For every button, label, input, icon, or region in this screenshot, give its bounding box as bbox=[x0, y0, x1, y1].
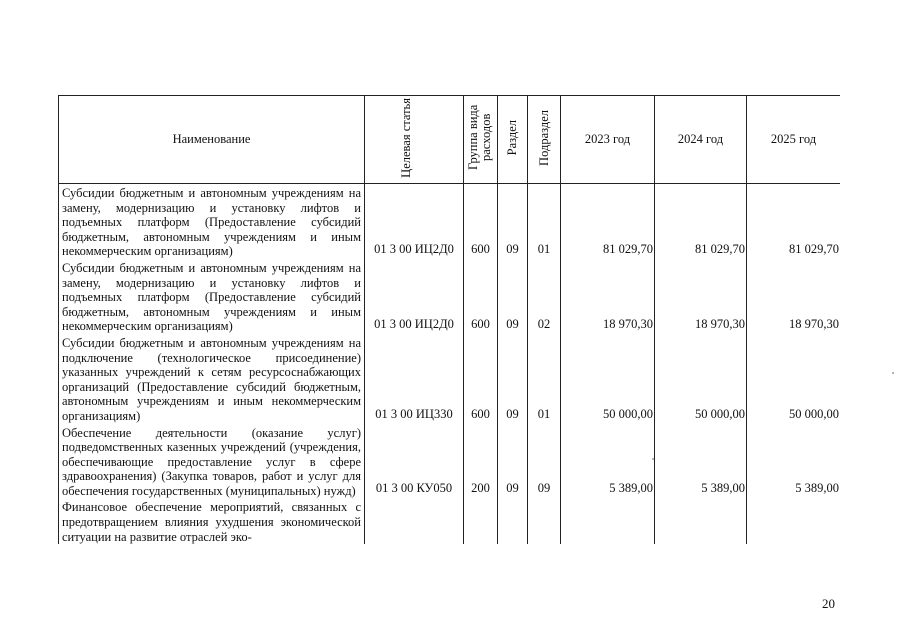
table-row bbox=[59, 498, 841, 544]
row-amount-2023: 50 000,00 bbox=[561, 334, 655, 424]
row-name: Субсидии бюджетным и автономным учреждениям на замену, модернизацию и установку лифтов и подъемных платформ (Предоставление субсидий бюджетным, автономным учреждениям и иным некоммерческим организациям) bbox=[59, 259, 365, 334]
budget-table bbox=[58, 95, 840, 544]
row-amount-2023: 5 389,00 bbox=[561, 424, 655, 499]
table-row bbox=[59, 259, 841, 334]
row-target-article: 01 3 00 ИЦ330 bbox=[365, 334, 464, 424]
row-target-article: 01 3 00 КУ050 bbox=[365, 424, 464, 499]
row-amount-2023: 18 970,30 bbox=[561, 259, 655, 334]
row-name: Субсидии бюджетным и автономным учреждениям на подключение (технологическое присоединение) указанных учреждений к сетям ресурсоснабжающих организаций (Предоставление субсидий бюджетным, автономным учреждениям и иным некоммерческим организациям) bbox=[59, 334, 365, 424]
row-amount-2025: 81 029,70 bbox=[747, 184, 841, 259]
row-expense-group: 600 bbox=[464, 184, 498, 259]
header-2024: 2024 год bbox=[655, 96, 747, 184]
row-amount-2025: 50 000,00 bbox=[747, 334, 841, 424]
row-section: 09 bbox=[498, 259, 528, 334]
header-subsection: Подраздел bbox=[536, 109, 551, 166]
row-name: Финансовое обеспечение мероприятий, связанных с предотвращением влияния ухудшения экономической ситуации на развитие отраслей эко- bbox=[59, 498, 365, 544]
row-name: Обеспечение деятельности (оказание услуг) подведомственных казенных учреждений (учреждения, обеспечивающие предоставление услуг в сфере здравоохранения) (Закупка товаров, работ и услуг для обеспечения государственных (муниципальных) нужд) bbox=[59, 424, 365, 499]
row-amount-2023: 81 029,70 bbox=[561, 184, 655, 259]
row-expense-group: 200 bbox=[464, 424, 498, 499]
header-section-cell bbox=[498, 96, 528, 184]
row-section: 09 bbox=[498, 184, 528, 259]
row-subsection: 01 bbox=[528, 334, 561, 424]
row-amount-2024: 5 389,00 bbox=[655, 424, 747, 499]
row-amount-2023 bbox=[561, 498, 655, 544]
header-target-article: Целевая статья bbox=[399, 97, 413, 178]
header-2023: 2023 год bbox=[561, 96, 655, 184]
budget-table-sheet bbox=[58, 95, 840, 581]
header-subsection-cell bbox=[528, 96, 561, 184]
row-section: 09 bbox=[498, 424, 528, 499]
row-amount-2025 bbox=[747, 498, 841, 544]
header-section: Раздел bbox=[505, 119, 519, 156]
header-expense-group-cell bbox=[464, 96, 498, 184]
table-row bbox=[59, 424, 841, 499]
table-row bbox=[59, 184, 841, 259]
scan-speck bbox=[652, 458, 654, 460]
header-target-article-cell bbox=[365, 96, 464, 184]
row-subsection: 01 bbox=[528, 184, 561, 259]
row-expense-group: 600 bbox=[464, 259, 498, 334]
row-subsection: 02 bbox=[528, 259, 561, 334]
header-name: Наименование bbox=[59, 96, 365, 184]
table-header-row bbox=[59, 96, 841, 184]
row-amount-2024: 18 970,30 bbox=[655, 259, 747, 334]
row-target-article: 01 3 00 ИЦ2Д0 bbox=[365, 259, 464, 334]
header-expense-group: Группа вида расходов bbox=[465, 104, 493, 171]
row-expense-group: 600 bbox=[464, 334, 498, 424]
scan-speck bbox=[892, 372, 894, 374]
row-amount-2025: 5 389,00 bbox=[747, 424, 841, 499]
row-name: Субсидии бюджетным и автономным учреждениям на замену, модернизацию и установку лифтов и подъемных платформ (Предоставление субсидий бюджетным, автономным учреждениям и иным некоммерческим организациям) bbox=[59, 184, 365, 259]
row-subsection bbox=[528, 498, 561, 544]
row-section bbox=[498, 498, 528, 544]
row-subsection: 09 bbox=[528, 424, 561, 499]
page-number: 20 bbox=[822, 596, 835, 611]
table-row bbox=[59, 334, 841, 424]
header-2025: 2025 год bbox=[747, 96, 841, 184]
row-section: 09 bbox=[498, 334, 528, 424]
row-target-article bbox=[365, 498, 464, 544]
row-amount-2025: 18 970,30 bbox=[747, 259, 841, 334]
row-amount-2024: 50 000,00 bbox=[655, 334, 747, 424]
row-expense-group bbox=[464, 498, 498, 544]
row-amount-2024: 81 029,70 bbox=[655, 184, 747, 259]
row-amount-2024 bbox=[655, 498, 747, 544]
row-target-article: 01 3 00 ИЦ2Д0 bbox=[365, 184, 464, 259]
